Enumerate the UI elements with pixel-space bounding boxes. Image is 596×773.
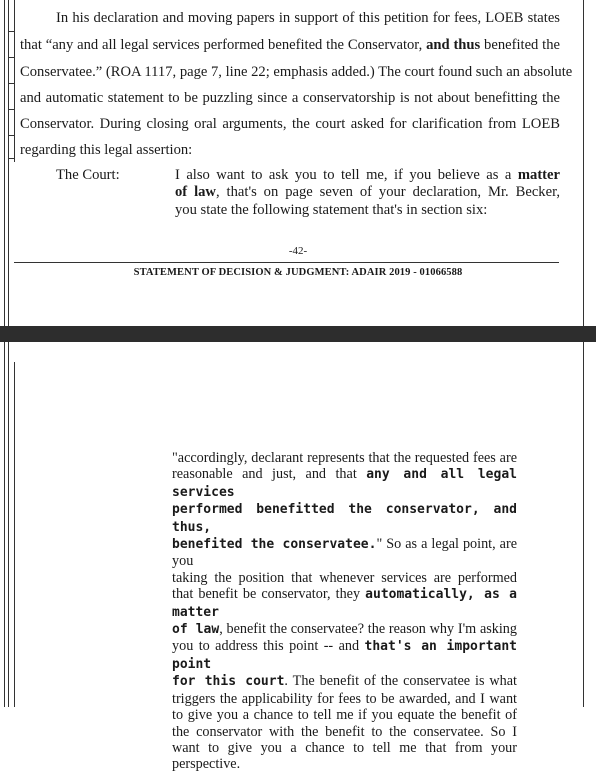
quote-line: want to give you a chance to tell me that from your (172, 739, 517, 756)
quote-line: reasonable and just, and that any and all legal services (172, 466, 517, 500)
quote-line: benefited the conservatee." So as a legal point, are you (172, 536, 518, 570)
paragraph-line: Conservatee.” (ROA 1117, page 7, line 22; emphasis added.) The court found such an absolute (20, 64, 573, 80)
line-number-tick (9, 109, 15, 110)
footer-rule (14, 262, 559, 263)
document-footer: STATEMENT OF DECISION & JUDGMENT: ADAIR 2019 - 01066588 (133, 267, 463, 278)
page-42-fragment (0, 0, 596, 326)
line-number-tick (9, 83, 15, 84)
paragraph-line: that “any and all legal services performed benefited the Conservator, and thus benefited the (20, 37, 561, 53)
quote-line: for this court. The benefit of the conservatee is what (172, 673, 517, 690)
left-margin-rule (4, 342, 5, 707)
right-margin-rule (583, 342, 584, 707)
line-number-rule (14, 362, 15, 707)
court-line: I also want to ask you to tell me, if you believe as a matter (175, 167, 560, 183)
line-number-tick (9, 31, 15, 32)
line-number-tick (9, 57, 15, 58)
quote-line: to give you a chance to tell me if you equate the benefit of (172, 707, 517, 724)
quote-line: that benefit be conservator, they automatically, as a matter (172, 586, 517, 620)
quote-line: taking the position that whenever services are performed (172, 569, 517, 586)
quote-line: of law, benefit the conservatee? the reason why I'm asking (172, 621, 517, 638)
paragraph-line: and automatic statement to be puzzling since a conservatorship is not about benefitting the (20, 90, 560, 106)
paragraph-line: In his declaration and moving papers in support of this petition for fees, LOEB states (56, 10, 560, 26)
page-number: -42- (288, 245, 308, 257)
quote-line: you to address this point -- and that's an important point (172, 638, 517, 672)
speaker-label: The Court: (56, 167, 120, 183)
line-number-tick (9, 158, 15, 159)
left-margin-rule-inner (8, 342, 9, 707)
quote-line: triggers the applicability for fees to be awarded, and I want (172, 690, 517, 707)
paragraph-line: regarding this legal assertion: (20, 142, 193, 158)
paragraph-line: Conservator. During closing oral arguments, the court asked for clarification from LOEB (20, 116, 560, 132)
page-43-fragment (0, 342, 596, 773)
line-number-rule (14, 0, 15, 162)
page-break-divider (0, 326, 596, 342)
quote-line: "accordingly, declarant represents that the requested fees are (172, 450, 517, 466)
court-line: you state the following statement that's in section six: (175, 202, 488, 218)
court-line: of law, that's on page seven of your declaration, Mr. Becker, (175, 184, 560, 200)
line-number-tick (9, 135, 15, 136)
quote-line: perspective. (172, 756, 241, 773)
quote-line: performed benefitted the conservator, and thus, (172, 502, 517, 535)
quoted-transcript (172, 450, 517, 773)
quote-line: the conservator with the benefit to the conservatee. So I (172, 723, 517, 740)
